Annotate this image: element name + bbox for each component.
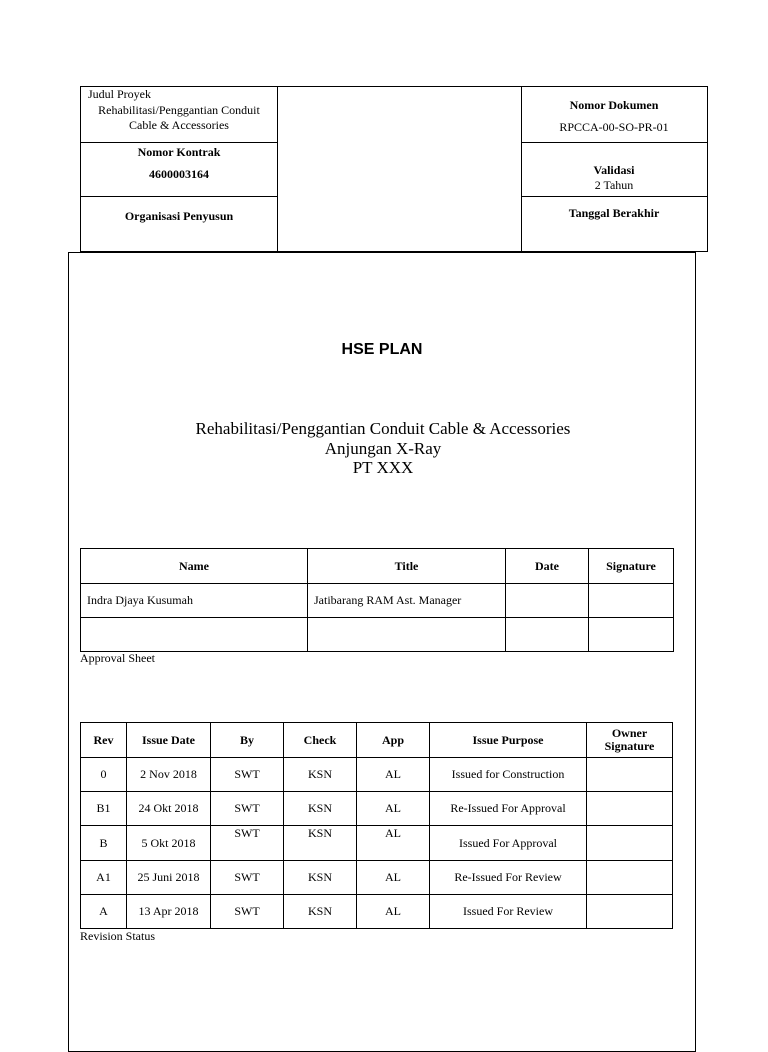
header-divider: [521, 196, 707, 197]
approval-row: [81, 584, 674, 618]
revision-header-cell: Rev: [81, 723, 127, 758]
header-divider: [521, 142, 707, 143]
revision-cell: AL: [357, 861, 430, 895]
revision-row: [81, 792, 673, 826]
approval-header-cell: Name: [81, 549, 308, 584]
revision-cell: 2 Nov 2018: [127, 758, 211, 792]
revision-row: [81, 861, 673, 895]
revision-cell: Re-Issued For Approval: [430, 792, 587, 826]
revision-cell: SWT: [211, 792, 284, 826]
revision-caption: Revision Status: [80, 929, 156, 943]
approval-cell: [81, 618, 308, 652]
revision-cell: KSN: [284, 792, 357, 826]
revision-cell: AL: [357, 792, 430, 826]
contract-label: Nomor Kontrak: [137, 145, 221, 159]
revision-cell: A: [81, 895, 127, 929]
approval-cell: [506, 584, 589, 618]
approval-caption: Approval Sheet: [80, 651, 155, 665]
revision-cell: 25 Juni 2018: [127, 861, 211, 895]
approval-cell: [506, 618, 589, 652]
revision-cell: 5 Okt 2018: [127, 826, 211, 861]
project-subtitle-line2: Anjungan X-Ray: [324, 439, 442, 458]
revision-cell: [587, 895, 673, 929]
approval-table: [80, 548, 674, 652]
revision-row: [81, 826, 673, 861]
revision-cell: KSN: [284, 758, 357, 792]
revision-cell: Issued For Approval: [430, 826, 587, 861]
doc-number-label: Nomor Dokumen: [569, 98, 659, 112]
document-title: HSE PLAN: [341, 341, 423, 358]
document-body-frame: [68, 252, 696, 1052]
revision-header-cell: Issue Date: [127, 723, 211, 758]
revision-header-cell: Check: [284, 723, 357, 758]
revision-cell: KSN: [284, 861, 357, 895]
project-subtitle-line1: Rehabilitasi/Penggantian Conduit Cable & Accessories: [195, 419, 571, 438]
doc-number-value: RPCCA-00-SO-PR-01: [559, 120, 669, 134]
revision-header-row: [81, 723, 673, 758]
validity-value: 2 Tahun: [594, 178, 634, 192]
revision-cell: B1: [81, 792, 127, 826]
revision-cell: AL: [357, 826, 430, 861]
approval-cell: Jatibarang RAM Ast. Manager: [308, 584, 506, 618]
approval-row: [81, 618, 674, 652]
revision-row: [81, 895, 673, 929]
revision-header-cell: Issue Purpose: [430, 723, 587, 758]
revision-cell: Issued for Construction: [430, 758, 587, 792]
approval-header-cell: Signature: [589, 549, 674, 584]
approval-cell: [589, 584, 674, 618]
revision-cell: SWT: [211, 758, 284, 792]
revision-cell: 0: [81, 758, 127, 792]
revision-cell: 24 Okt 2018: [127, 792, 211, 826]
revision-cell: [587, 758, 673, 792]
revision-row: [81, 758, 673, 792]
approval-cell: [589, 618, 674, 652]
revision-table: [80, 722, 673, 929]
project-title-value: Rehabilitasi/Penggantian Conduit Cable & Accessories: [98, 103, 260, 132]
revision-cell: [587, 826, 673, 861]
revision-header-cell: By: [211, 723, 284, 758]
validity-label: Validasi: [593, 163, 635, 177]
approval-cell: [308, 618, 506, 652]
approval-header-cell: Title: [308, 549, 506, 584]
project-subtitle-line3: PT XXX: [352, 458, 414, 477]
revision-cell: Re-Issued For Review: [430, 861, 587, 895]
revision-cell: AL: [357, 895, 430, 929]
contract-value: 4600003164: [149, 167, 209, 181]
end-date-label: Tanggal Berakhir: [568, 206, 660, 220]
revision-cell: [587, 861, 673, 895]
header-divider: [81, 196, 277, 197]
revision-cell: KSN: [284, 826, 357, 861]
revision-header-cell: Owner Signature: [587, 723, 673, 758]
approval-header-cell: Date: [506, 549, 589, 584]
revision-cell: B: [81, 826, 127, 861]
revision-cell: KSN: [284, 895, 357, 929]
header-divider: [277, 87, 278, 251]
approval-header-row: [81, 549, 674, 584]
revision-cell: 13 Apr 2018: [127, 895, 211, 929]
revision-cell: SWT: [211, 895, 284, 929]
header-divider: [81, 142, 277, 143]
revision-cell: A1: [81, 861, 127, 895]
org-label: Organisasi Penyusun: [124, 209, 234, 223]
approval-cell: Indra Djaya Kusumah: [81, 584, 308, 618]
revision-header-cell: App: [357, 723, 430, 758]
revision-cell: SWT: [211, 826, 284, 861]
revision-cell: AL: [357, 758, 430, 792]
project-title-label: Judul Proyek: [88, 87, 151, 101]
revision-cell: [587, 792, 673, 826]
revision-cell: SWT: [211, 861, 284, 895]
revision-cell: Issued For Review: [430, 895, 587, 929]
document-header: [80, 86, 708, 252]
